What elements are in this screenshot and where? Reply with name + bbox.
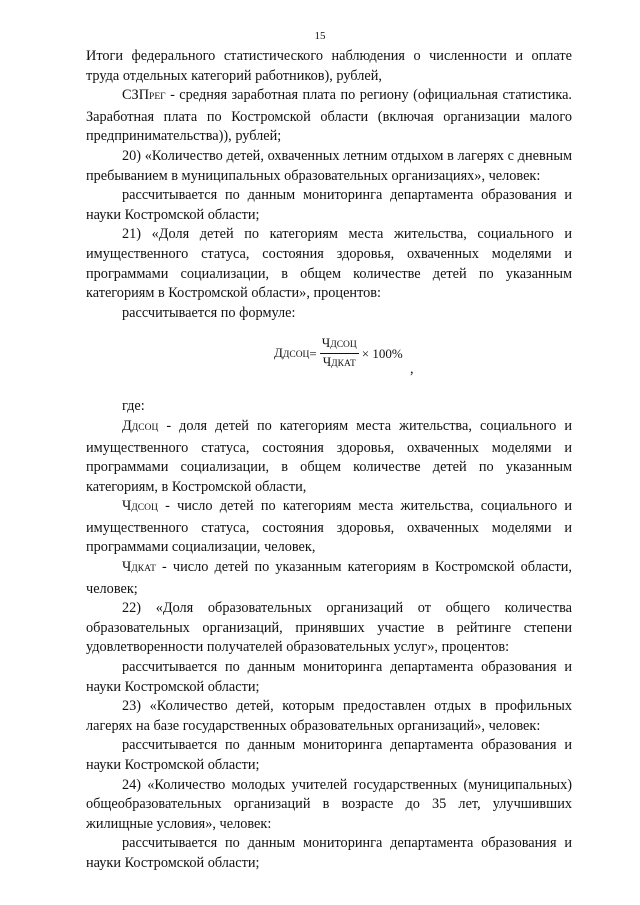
formula (274, 335, 403, 372)
formula-comma: , (410, 361, 414, 378)
formula-numerator: ЧДСОЦ (320, 335, 359, 354)
item-20-calc: рассчитывается по данным мониторинга департамента образования и науки Костромской области; (86, 187, 572, 223)
formula-lhs: ДДСОЦ (274, 344, 310, 360)
symbol-chdsots: ЧДСОЦ (122, 498, 158, 515)
item-22: 22) «Доля образовательных организаций от общего количества образовательных организаций, принявших участие в рейтинге степени удовлетворенности получателей образовательных услуг», процентов: (86, 600, 572, 656)
formula-fraction (320, 335, 359, 372)
item-21: 21) «Доля детей по категориям места жительства, социального и имущественного статуса, состояния здоровья, охваченных моделями и программами социализации, в общем количестве детей по указанным категориям в Костромской области», процентов: (86, 226, 572, 302)
item-22-calc: рассчитывается по данным мониторинга департамента образования и науки Костромской области; (86, 659, 572, 695)
item-23: 23) «Количество детей, которым предоставлен отдых в профильных лагерях на базе государственных образовательных организаций», человек: (86, 698, 572, 734)
where-label: где: (122, 398, 145, 415)
paragraph-continuation: Итоги федерального статистического наблюдения о численности и оплате труда отдельных категорий работников), рублей, (86, 48, 572, 84)
symbol-chdkat: ЧДКАТ (122, 559, 156, 576)
formula-multiplier: × 100% (361, 346, 403, 362)
item-21-calc: рассчитывается по формуле: (122, 304, 296, 321)
definition-chdkat: ЧДКАТ - число детей по указанным категориям в Костромской области, человек; (86, 559, 572, 597)
symbol-ddsots: ДДСОЦ (122, 417, 159, 434)
definition-chdsots: ЧДСОЦ - число детей по категориям места жительства, социального и имущественного статуса, состояния здоровья, охваченных моделями и программами социализации, человек, (86, 498, 572, 556)
formula-block (86, 323, 572, 383)
definition-ddsots: ДДСОЦ - доля детей по категориям места жительства, социального и имущественного статуса, состояния здоровья, охваченных моделями и программами социализации, в общем количестве детей по указанным категориям, в Костромской области, (86, 417, 572, 495)
page-number: 15 (314, 30, 326, 42)
symbol-szp: СЗПРЕГ (122, 87, 166, 104)
item-23-calc: рассчитывается по данным мониторинга департамента образования и науки Костромской области; (86, 737, 572, 773)
definition-szp: СЗПРЕГ - средняя заработная плата по региону (официальная статистика. Заработная плата по Костромской области (включая организации малого предпринимательства)), рублей; (86, 87, 572, 145)
item-20: 20) «Количество детей, охваченных летним отдыхом в лагерях с дневным пребыванием в муниципальных образовательных организациях», человек: (86, 147, 572, 184)
document-body (86, 47, 572, 874)
item-24-calc: рассчитывается по данным мониторинга департамента образования и науки Костромской области; (86, 835, 572, 871)
item-24: 24) «Количество молодых учителей государственных (муниципальных) общеобразовательных организаций в возрасте до 35 лет, улучшивших жилищные условия», человек: (86, 776, 572, 832)
formula-denominator: ЧДКАТ (322, 354, 356, 370)
formula-equals: = (309, 346, 317, 362)
